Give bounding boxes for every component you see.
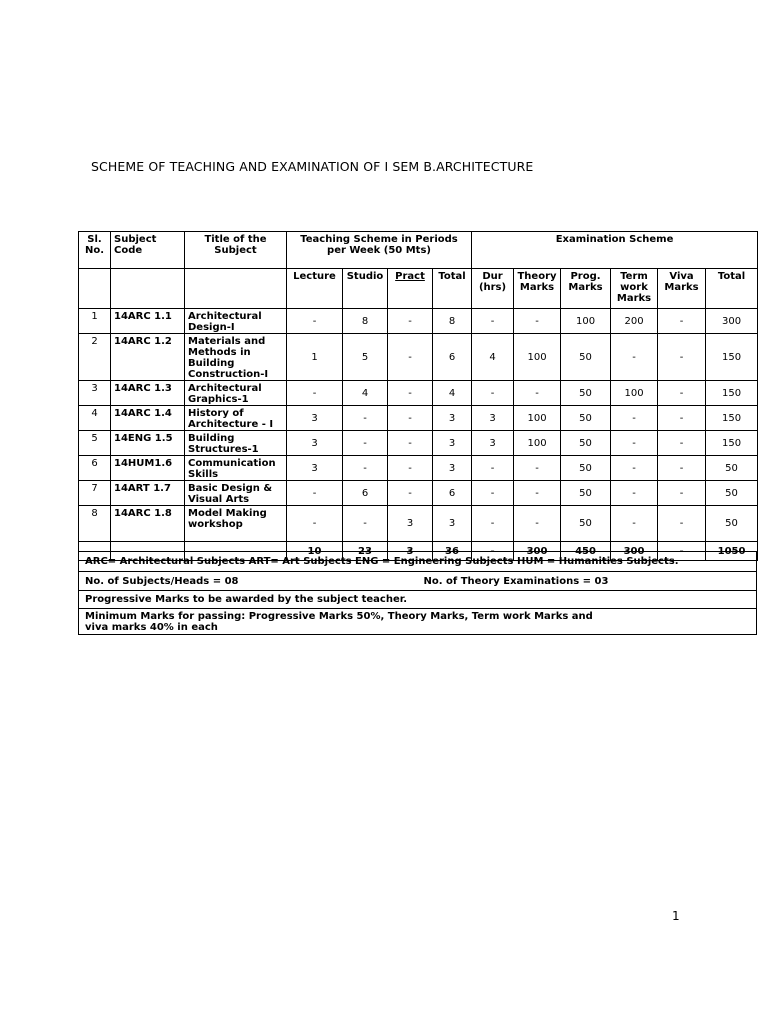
num-theory-exams-note: No. of Theory Examinations = 03 xyxy=(418,572,757,591)
title-of-subject-header: Title of the Subject xyxy=(185,232,287,269)
lecture-cell: - xyxy=(287,309,343,334)
teaching-total-cell: 3 xyxy=(433,456,472,481)
examination-scheme-header: Examination Scheme xyxy=(472,232,758,269)
empty-header-cell xyxy=(111,269,185,309)
prog-marks-cell: 50 xyxy=(561,406,611,431)
subject-code-cell: 14ARC 1.8 xyxy=(111,506,185,542)
teaching-total-cell: 6 xyxy=(433,334,472,381)
sl-no-header: Sl. No. xyxy=(79,232,111,269)
term-work-marks-cell: - xyxy=(611,506,658,542)
studio-cell: - xyxy=(343,456,388,481)
pract-cell: - xyxy=(388,334,433,381)
table-row xyxy=(79,481,758,506)
pract-header xyxy=(388,269,433,309)
pract-total-cell: 3 xyxy=(388,542,433,561)
dur-total-cell: - xyxy=(472,542,514,561)
prog-marks-cell: 50 xyxy=(561,381,611,406)
exam-total-cell: 150 xyxy=(706,406,758,431)
pract-cell: - xyxy=(388,406,433,431)
term-work-marks-cell: 100 xyxy=(611,381,658,406)
term-work-marks-cell: - xyxy=(611,406,658,431)
subject-code-cell: 14ARC 1.2 xyxy=(111,334,185,381)
dur-cell: - xyxy=(472,456,514,481)
studio-header: Studio xyxy=(343,269,388,309)
table-row xyxy=(79,309,758,334)
pract-cell: 3 xyxy=(388,506,433,542)
subject-title-cell: Architectural Graphics-1 xyxy=(185,381,287,406)
prog-marks-cell: 50 xyxy=(561,506,611,542)
lecture-cell: 3 xyxy=(287,431,343,456)
dur-cell: 4 xyxy=(472,334,514,381)
subject-title-cell: Materials and Methods in Building Construction-I xyxy=(185,334,287,381)
viva-marks-total-cell: - xyxy=(658,542,706,561)
pract-cell: - xyxy=(388,381,433,406)
theory-marks-cell: - xyxy=(514,456,561,481)
theory-marks-cell: - xyxy=(514,309,561,334)
viva-marks-cell: - xyxy=(658,506,706,542)
teaching-total-cell: 3 xyxy=(433,506,472,542)
teaching-scheme-header: Teaching Scheme in Periods per Week (50 Mts) xyxy=(287,232,472,269)
theory-marks-cell: 100 xyxy=(514,406,561,431)
subject-code-cell: 14ENG 1.5 xyxy=(111,431,185,456)
teaching-total-header: Total xyxy=(433,269,472,309)
exam-total-cell: 50 xyxy=(706,456,758,481)
term-work-marks-cell: - xyxy=(611,481,658,506)
table-row xyxy=(79,506,758,542)
sl-no-cell: 3 xyxy=(79,381,111,406)
term-work-marks-cell: - xyxy=(611,431,658,456)
studio-cell: 5 xyxy=(343,334,388,381)
dur-cell: 3 xyxy=(472,406,514,431)
exam-total-cell: 50 xyxy=(706,481,758,506)
prog-marks-header: Prog. Marks xyxy=(561,269,611,309)
theory-marks-header: Theory Marks xyxy=(514,269,561,309)
exam-total-header: Total xyxy=(706,269,758,309)
sl-no-cell: 5 xyxy=(79,431,111,456)
subject-title-cell: Building Structures-1 xyxy=(185,431,287,456)
prog-marks-cell: 50 xyxy=(561,334,611,381)
subject-title-cell: History of Architecture - I xyxy=(185,406,287,431)
pract-cell: - xyxy=(388,456,433,481)
sl-no-cell: 6 xyxy=(79,456,111,481)
table-row xyxy=(79,334,758,381)
theory-marks-cell: - xyxy=(514,481,561,506)
theory-marks-cell: 100 xyxy=(514,431,561,456)
dur-cell: - xyxy=(472,506,514,542)
viva-marks-cell: - xyxy=(658,481,706,506)
progressive-marks-note: Progressive Marks to be awarded by the subject teacher. xyxy=(79,591,757,609)
theory-marks-cell: - xyxy=(514,381,561,406)
subject-code-header: Subject Code xyxy=(111,232,185,269)
table-row xyxy=(79,431,758,456)
table-row xyxy=(79,456,758,481)
notes-table xyxy=(78,551,757,635)
legend-note: ARC= Architectural Subjects ART= Art Subjects ENG = Engineering Subjects HUM = Humanities Subjects. xyxy=(79,552,757,572)
pract-cell: - xyxy=(388,481,433,506)
header-row-2 xyxy=(79,269,758,309)
term-work-marks-cell: - xyxy=(611,456,658,481)
studio-cell: 4 xyxy=(343,381,388,406)
page-title: SCHEME OF TEACHING AND EXAMINATION OF I SEM B.ARCHITECTURE xyxy=(91,159,534,174)
viva-marks-cell: - xyxy=(658,381,706,406)
prog-marks-total-cell: 450 xyxy=(561,542,611,561)
lecture-cell: - xyxy=(287,506,343,542)
scheme-table xyxy=(78,231,758,561)
teaching-total-total-cell: 36 xyxy=(433,542,472,561)
empty-header-cell xyxy=(185,269,287,309)
viva-marks-cell: - xyxy=(658,456,706,481)
lecture-cell: - xyxy=(287,481,343,506)
teaching-total-cell: 4 xyxy=(433,381,472,406)
sl-no-cell: 4 xyxy=(79,406,111,431)
exam-total-cell: 150 xyxy=(706,431,758,456)
exam-total-cell: 150 xyxy=(706,381,758,406)
lecture-cell: - xyxy=(287,381,343,406)
sl-no-cell: 8 xyxy=(79,506,111,542)
teaching-total-cell: 6 xyxy=(433,481,472,506)
studio-cell: 8 xyxy=(343,309,388,334)
prog-marks-cell: 50 xyxy=(561,431,611,456)
subject-title-cell: Communication Skills xyxy=(185,456,287,481)
prog-marks-cell: 50 xyxy=(561,481,611,506)
lecture-total-cell: 10 xyxy=(287,542,343,561)
lecture-cell: 3 xyxy=(287,406,343,431)
pract-header-label: Pract xyxy=(395,271,425,282)
teaching-total-cell: 8 xyxy=(433,309,472,334)
exam-total-total-cell: 1050 xyxy=(706,542,758,561)
studio-cell: 6 xyxy=(343,481,388,506)
lecture-cell: 1 xyxy=(287,334,343,381)
subject-title-cell: Basic Design & Visual Arts xyxy=(185,481,287,506)
viva-marks-cell: - xyxy=(658,309,706,334)
studio-cell: - xyxy=(343,406,388,431)
term-work-marks-cell: - xyxy=(611,334,658,381)
table-row xyxy=(79,381,758,406)
viva-marks-cell: - xyxy=(658,431,706,456)
prog-marks-cell: 50 xyxy=(561,456,611,481)
term-work-marks-cell: 200 xyxy=(611,309,658,334)
dur-header: Dur (hrs) xyxy=(472,269,514,309)
subject-code-cell: 14HUM1.6 xyxy=(111,456,185,481)
term-work-marks-header: Term work Marks xyxy=(611,269,658,309)
page-number: 1 xyxy=(672,909,680,923)
exam-total-cell: 50 xyxy=(706,506,758,542)
pract-cell: - xyxy=(388,309,433,334)
studio-cell: - xyxy=(343,506,388,542)
studio-cell: - xyxy=(343,431,388,456)
prog-marks-cell: 100 xyxy=(561,309,611,334)
subject-code-cell: 14ARC 1.1 xyxy=(111,309,185,334)
exam-total-cell: 150 xyxy=(706,334,758,381)
exam-total-cell: 300 xyxy=(706,309,758,334)
sl-no-cell: 2 xyxy=(79,334,111,381)
minimum-marks-note: Minimum Marks for passing: Progressive Marks 50%, Theory Marks, Term work Marks and viva marks 40% in each xyxy=(79,609,757,635)
dur-cell: 3 xyxy=(472,431,514,456)
subject-code-cell: 14ARC 1.4 xyxy=(111,406,185,431)
lecture-header: Lecture xyxy=(287,269,343,309)
teaching-total-cell: 3 xyxy=(433,406,472,431)
studio-total-cell: 23 xyxy=(343,542,388,561)
subject-code-cell: 14ART 1.7 xyxy=(111,481,185,506)
lecture-cell: 3 xyxy=(287,456,343,481)
subject-title-cell: Architectural Design-I xyxy=(185,309,287,334)
subject-code-cell: 14ARC 1.3 xyxy=(111,381,185,406)
empty-header-cell xyxy=(79,269,111,309)
viva-marks-header: Viva Marks xyxy=(658,269,706,309)
dur-cell: - xyxy=(472,309,514,334)
theory-marks-cell: - xyxy=(514,506,561,542)
term-work-marks-total-cell: 300 xyxy=(611,542,658,561)
sl-no-cell: 1 xyxy=(79,309,111,334)
viva-marks-cell: - xyxy=(658,406,706,431)
teaching-total-cell: 3 xyxy=(433,431,472,456)
sl-no-cell: 7 xyxy=(79,481,111,506)
dur-cell: - xyxy=(472,481,514,506)
pract-cell: - xyxy=(388,431,433,456)
dur-cell: - xyxy=(472,381,514,406)
theory-marks-total-cell: 300 xyxy=(514,542,561,561)
header-row-1 xyxy=(79,232,758,269)
viva-marks-cell: - xyxy=(658,334,706,381)
theory-marks-cell: 100 xyxy=(514,334,561,381)
subject-title-cell: Model Making workshop xyxy=(185,506,287,542)
table-row xyxy=(79,406,758,431)
num-subjects-note: No. of Subjects/Heads = 08 xyxy=(79,572,418,591)
